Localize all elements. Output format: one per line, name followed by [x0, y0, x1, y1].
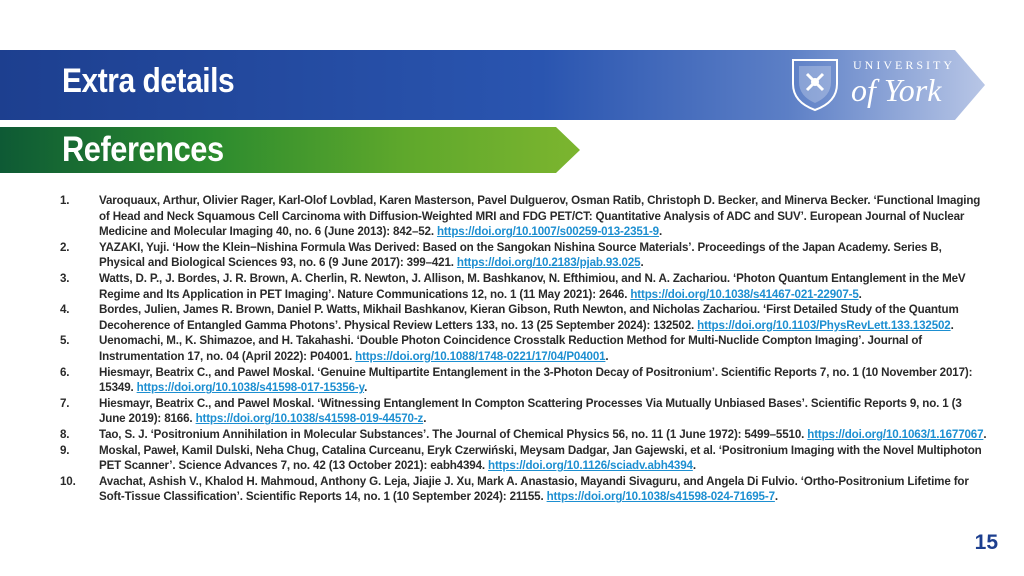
reference-text: Watts, D. P., J. Bordes, J. R. Brown, A. Cherlin, R. Newton, J. Allison, M. Bashkanov, N. Efthimiou, and N. A. Zachariou. ‘Photon Quantum Entanglement in the MeV Regime and Its Application in PET Imaging’. Nature Communications 12, no. 1 (11 May 2021): 2646.: [99, 271, 966, 301]
reference-number: 9.: [60, 443, 70, 457]
references-list: [60, 193, 990, 505]
reference-number: 8.: [60, 427, 70, 441]
reference-item: 6. Hiesmayr, Beatrix C., and Pawel Moskal. ‘Genuine Multipartite Entanglement in the 3-Photon Decay of Positronium’. Scientific Reports 7, no. 1 (10 November 2017): 15349. https://doi.org/10.1038/s41598-017-15356-y.: [60, 365, 973, 395]
reference-number: 3.: [60, 271, 70, 285]
reference-doi-link[interactable]: https://doi.org/10.1038/s41598-017-15356-y: [136, 381, 365, 395]
logo-university-text: UNIVERSITY: [853, 58, 955, 72]
reference-number: 6.: [60, 365, 70, 379]
reference-number: 2.: [60, 240, 70, 254]
slide-subtitle: References: [62, 130, 224, 169]
reference-text: Varoquaux, Arthur, Olivier Rager, Karl-Olof Lovblad, Karen Masterson, Pavel Dulguerov, Osman Ratib, Christoph D. Becker, and Minerva Becker. ‘Functional Imaging of Head and Neck Squamous Cell Carcinoma with Diffusion-Weighted MRI and FDG PET/CT: Quantitative Analysis of ADC and SUV’. European Journal of Nuclear Medicine and Molecular Imaging 40, no. 6 (June 2013): 842–52.: [99, 194, 981, 239]
reference-item: 7. Hiesmayr, Beatrix C., and Pawel Moskal. ‘Witnessing Entanglement In Compton Scattering Processes Via Mutually Unbiased Bases’. Scientific Reports 9, no. 1 (3 June 2019): 8166. https://doi.org/10.1038/s41598-019-44570-z.: [60, 396, 962, 426]
reference-doi-link[interactable]: https://doi.org/10.1007/s00259-013-2351-9: [437, 225, 659, 239]
reference-number: 5.: [60, 334, 70, 348]
reference-text: Bordes, Julien, James R. Brown, Daniel P. Watts, Mikhail Bashkanov, Kieran Gibson, Ruth Newton, and Nicholas Zachariou. ‘First Detailed Study of the Quantum Decoherence of Entangled Gamma Photons’. Physical Review Letters 133, no. 13 (25 September 2024): 132502.: [99, 303, 959, 332]
reference-number: 10.: [60, 474, 76, 488]
reference-text: Hiesmayr, Beatrix C., and Pawel Moskal. ‘Genuine Multipartite Entanglement in the 3-Photon Decay of Positronium’. Scientific Reports 7, no. 1 (10 November 2017): 15349.: [99, 365, 973, 395]
reference-number: 4.: [60, 303, 70, 317]
reference-doi-link[interactable]: https://doi.org/10.1126/sciadv.abh4394: [488, 459, 693, 473]
reference-item: 9. Moskal, Paweł, Kamil Dulski, Neha Chug, Catalina Curceanu, Eryk Czerwiński, Meysam Dadgar, Jan Gajewski, et al. ‘Positronium Imaging with the Novel Multiphoton PET Scanner’. Science Advances 7, no. 42 (13 October 2021): eabh4394. https://doi.org/10.1126/sciadv.abh4394.: [60, 443, 982, 473]
reference-item: 4. Bordes, Julien, James R. Brown, Daniel P. Watts, Mikhail Bashkanov, Kieran Gibson, Ruth Newton, and Nicholas Zachariou. ‘First Detailed Study of the Quantum Decoherence of Entangled Gamma Photons’. Physical Review Letters 133, no. 13 (25 September 2024): 132502. https://doi.org/10.1103/PhysRevLett.133.132502.: [60, 303, 959, 332]
reference-text: Uenomachi, M., K. Shimazoe, and H. Takahashi. ‘Double Photon Coincidence Crosstalk Reduction Method for Multi-Nuclide Compton Imaging’. Journal of Instrumentation 17, no. 04 (April 2022): P04001.: [99, 334, 923, 363]
reference-item: 5. Uenomachi, M., K. Shimazoe, and H. Takahashi. ‘Double Photon Coincidence Crosstalk Reduction Method for Multi-Nuclide Compton Imaging’. Journal of Instrumentation 17, no. 04 (April 2022): P04001. https://doi.org/10.1088/1748-0221/17/04/P04001.: [60, 334, 923, 363]
slide-title: Extra details: [62, 62, 235, 100]
page-number: 15: [974, 531, 998, 554]
reference-number: 1.: [60, 194, 70, 207]
reference-text: Moskal, Paweł, Kamil Dulski, Neha Chug, Catalina Curceanu, Eryk Czerwiński, Meysam Dadgar, Jan Gajewski, et al. ‘Positronium Imaging with the Novel Multiphoton PET Scanner’. Science Advances 7, no. 42 (13 October 2021): eabh4394.: [99, 443, 982, 473]
reference-item: 8. Tao, S. J. ‘Positronium Annihilation in Molecular Substances’. The Journal of Chemical Physics 56, no. 11 (1 June 1972): 5499–5510. https://doi.org/10.1063/1.1677067.: [60, 427, 987, 441]
reference-doi-link[interactable]: https://doi.org/10.2183/pjab.93.025: [456, 256, 641, 270]
reference-doi-link[interactable]: https://doi.org/10.1038/s41598-024-71695-7: [546, 490, 775, 504]
logo-york-text: of York: [851, 72, 942, 108]
reference-item: 3. Watts, D. P., J. Bordes, J. R. Brown, A. Cherlin, R. Newton, J. Allison, M. Bashkanov, N. Efthimiou, and N. A. Zachariou. ‘Photon Quantum Entanglement in the MeV Regime and Its Application in PET Imaging’. Nature Communications 12, no. 1 (11 May 2021): 2646. https://doi.org/10.1038/s41467-021-22907-5.: [60, 271, 966, 301]
reference-number: 7.: [60, 396, 70, 410]
university-crest-icon: [785, 54, 845, 112]
reference-item: 10. Avachat, Ashish V., Khalod H. Mahmoud, Anthony G. Leja, Jiajie J. Xu, Mark A. Anastasio, Mayandi Sivaguru, and Angela Di Fulvio. ‘Ortho-Positronium Lifetime for Soft-Tissue Classification’. Scientific Reports 14, no. 1 (10 September 2024): 21155. https://doi.org/10.1038/s41598-024-71695-7.: [60, 474, 969, 504]
reference-doi-link[interactable]: https://doi.org/10.1063/1.1677067: [807, 427, 984, 441]
reference-doi-link[interactable]: https://doi.org/10.1038/s41598-019-44570-z: [195, 412, 424, 426]
reference-text: YAZAKI, Yuji. ‘How the Klein−Nishina Formula Was Derived: Based on the Sangokan Nishina Source Materials’. Proceedings of the Japan Academy. Series B, Physical and Biological Sciences 93, no. 6 (9 June 2017): 399–421.: [99, 240, 942, 270]
reference-item: 2. YAZAKI, Yuji. ‘How the Klein−Nishina Formula Was Derived: Based on the Sangokan Nishina Source Materials’. Proceedings of the Japan Academy. Series B, Physical and Biological Sciences 93, no. 6 (9 June 2017): 399–421. https://doi.org/10.2183/pjab.93.025.: [60, 240, 942, 270]
reference-doi-link[interactable]: https://doi.org/10.1103/PhysRevLett.133.132502: [697, 318, 951, 332]
reference-doi-link[interactable]: https://doi.org/10.1088/1748-0221/17/04/P04001: [355, 349, 606, 363]
reference-text: Hiesmayr, Beatrix C., and Pawel Moskal. ‘Witnessing Entanglement In Compton Scattering Processes Via Mutually Unbiased Bases’. Scientific Reports 9, no. 1 (3 June 2019): 8166.: [99, 396, 962, 426]
university-logo: [785, 52, 960, 116]
reference-text: Avachat, Ashish V., Khalod H. Mahmoud, Anthony G. Leja, Jiajie J. Xu, Mark A. Anastasio, Mayandi Sivaguru, and Angela Di Fulvio. ‘Ortho-Positronium Lifetime for Soft-Tissue Classification’. Scientific Reports 14, no. 1 (10 September 2024): 21155.: [99, 474, 969, 504]
reference-item: 1. Varoquaux, Arthur, Olivier Rager, Karl-Olof Lovblad, Karen Masterson, Pavel Dulguerov, Osman Ratib, Christoph D. Becker, and Minerva Becker. ‘Functional Imaging of Head and Neck Squamous Cell Carcinoma with Diffusion-Weighted MRI and FDG PET/CT: Quantitative Analysis of ADC and SUV’. European Journal of Nuclear Medicine and Molecular Imaging 40, no. 6 (June 2013): 842–52. https://doi.org/10.1007/s00259-013-2351-9.: [60, 194, 981, 239]
reference-doi-link[interactable]: https://doi.org/10.1038/s41467-021-22907-5: [630, 287, 859, 301]
reference-text: Tao, S. J. ‘Positronium Annihilation in Molecular Substances’. The Journal of Chemical Physics 56, no. 11 (1 June 1972): 5499–5510.: [99, 427, 808, 441]
